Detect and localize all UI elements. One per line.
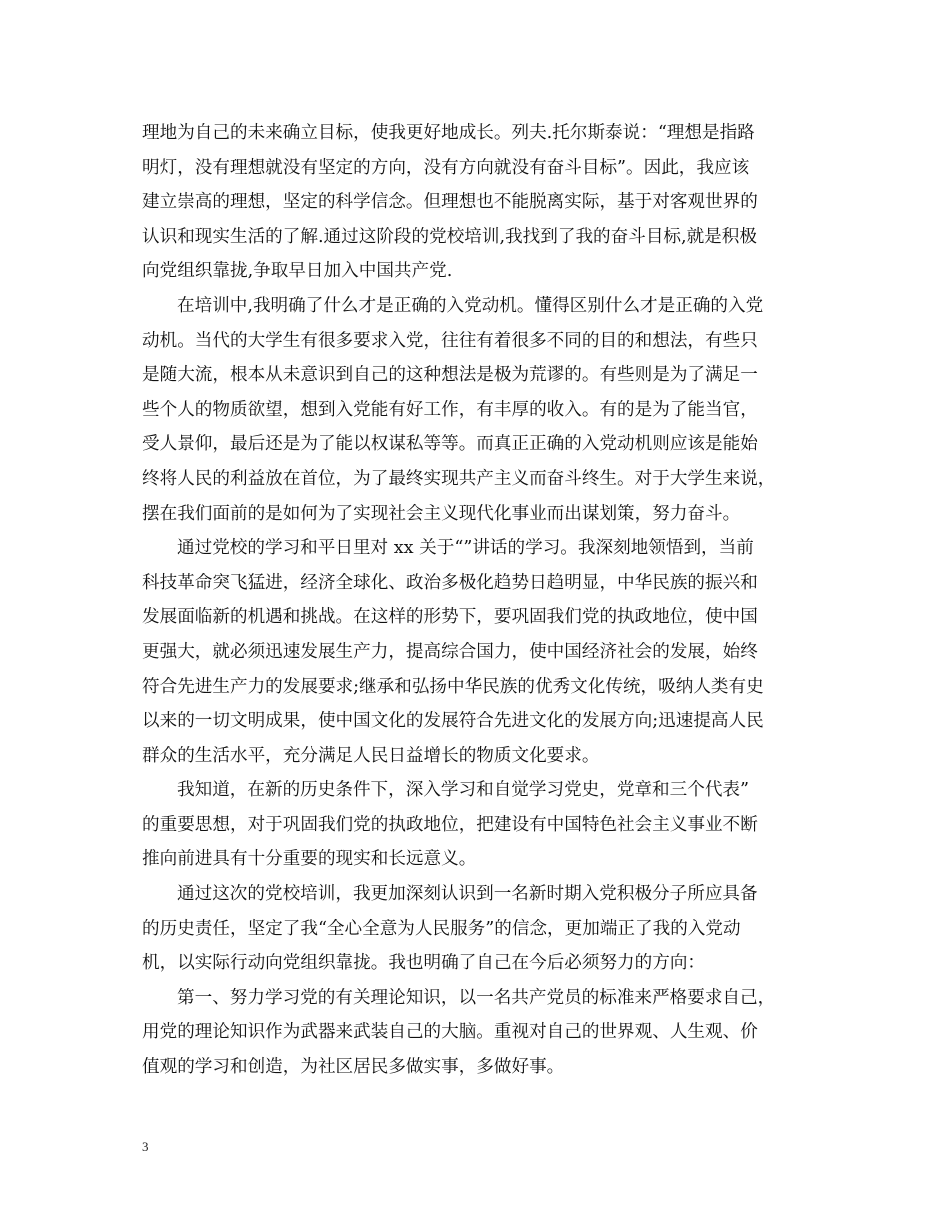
text-line: 群众的生活水平，充分满足人民日益增长的物质文化要求。 (142, 745, 600, 766)
text-line: 摆在我们面前的是如何为了实现社会主义现代化事业而出谋划策，努力奋斗。 (142, 503, 741, 524)
text-line: 机，以实际行动向党组织靠拢。我也明确了自己在今后必须努力的方向： (142, 953, 706, 974)
text-line: 建立崇高的理想，坚定的科学信念。但理想也不能脱离实际，基于对客观世界的 (142, 192, 758, 213)
text-line: 明灯，没有理想就没有坚定的方向，没有方向就没有奋斗目标”。因此，我应该 (142, 157, 750, 178)
text-line: 动机。当代的大学生有很多要求入党，往往有着很多不同的目的和想法，有些只 (142, 330, 758, 351)
paragraph-first-line: 通过党校的学习和平日里对 xx 关于“”讲话的学习。我深刻地领悟到，当前 (177, 538, 754, 559)
text-line: 值观的学习和创造，为社区居民多做实事，多做好事。 (142, 1057, 565, 1078)
text-line: 发展面临新的机遇和挑战。在这样的形势下，要巩固我们党的执政地位，使中国 (142, 607, 758, 628)
text-line: 的重要思想，对于巩固我们党的执政地位，把建设有中国特色社会主义事业不断 (142, 814, 758, 835)
text-line: 受人景仰，最后还是为了能以权谋私等等。而真正正确的入党动机则应该是能始 (142, 434, 758, 455)
body-text (142, 116, 832, 1085)
text-line: 以来的一切文明成果，使中国文化的发展符合先进文化的发展方向;迅速提高人民 (142, 711, 764, 732)
text-line: 终将人民的利益放在首位，为了最终实现共产主义而奋斗终生。对于大学生来说， (142, 468, 776, 489)
text-line: 认识和现实生活的了解.通过这阶段的党校培训,我找到了我的奋斗目标,就是积极 (142, 226, 757, 247)
text-line: 理地为自己的未来确立目标，使我更好地成长。列夫.托尔斯泰说：“理想是指路 (142, 123, 755, 143)
text-line: 推向前进具有十分重要的现实和长远意义。 (142, 849, 477, 870)
paragraph-first-line: 我知道，在新的历史条件下，深入学习和自觉学习党史，党章和三个代表” (177, 780, 749, 801)
text-line: 更强大，就必须迅速发展生产力，提高综合国力，使中国经济社会的发展，始终 (142, 641, 758, 662)
paragraph-first-line: 通过这次的党校培训，我更加深刻认识到一名新时期入党积极分子所应具备 (177, 884, 758, 905)
text-line: 的历史责任，坚定了我“全心全意为人民服务”的信念，更加端正了我的入党动 (142, 918, 741, 939)
text-line: 符合先进生产力的发展要求;继承和弘扬中华民族的优秀文化传统，吸纳人类有史 (142, 676, 764, 697)
paragraph-first-line: 在培训中,我明确了什么才是正确的入党动机。懂得区别什么才是正确的入党 (177, 295, 764, 316)
paragraph-first-line: 第一、努力学习党的有关理论知识，以一名共产党员的标准来严格要求自己， (177, 987, 776, 1008)
text-line: 些个人的物质欲望，想到入党能有好工作，有丰厚的收入。有的是为了能当官， (142, 399, 758, 420)
text-line: 科技革命突飞猛进，经济全球化、政治多极化趋势日趋明显，中华民族的振兴和 (142, 572, 758, 593)
text-line: 向党组织靠拢,争取早日加入中国共产党. (142, 261, 453, 282)
text-line: 用党的理论知识作为武器来武装自己的大脑。重视对自己的世界观、人生观、价 (142, 1022, 758, 1043)
text-line: 是随大流，根本从未意识到自己的这种想法是极为荒谬的。有些则是为了满足一 (142, 365, 758, 386)
page-number: 3 (142, 1139, 149, 1154)
